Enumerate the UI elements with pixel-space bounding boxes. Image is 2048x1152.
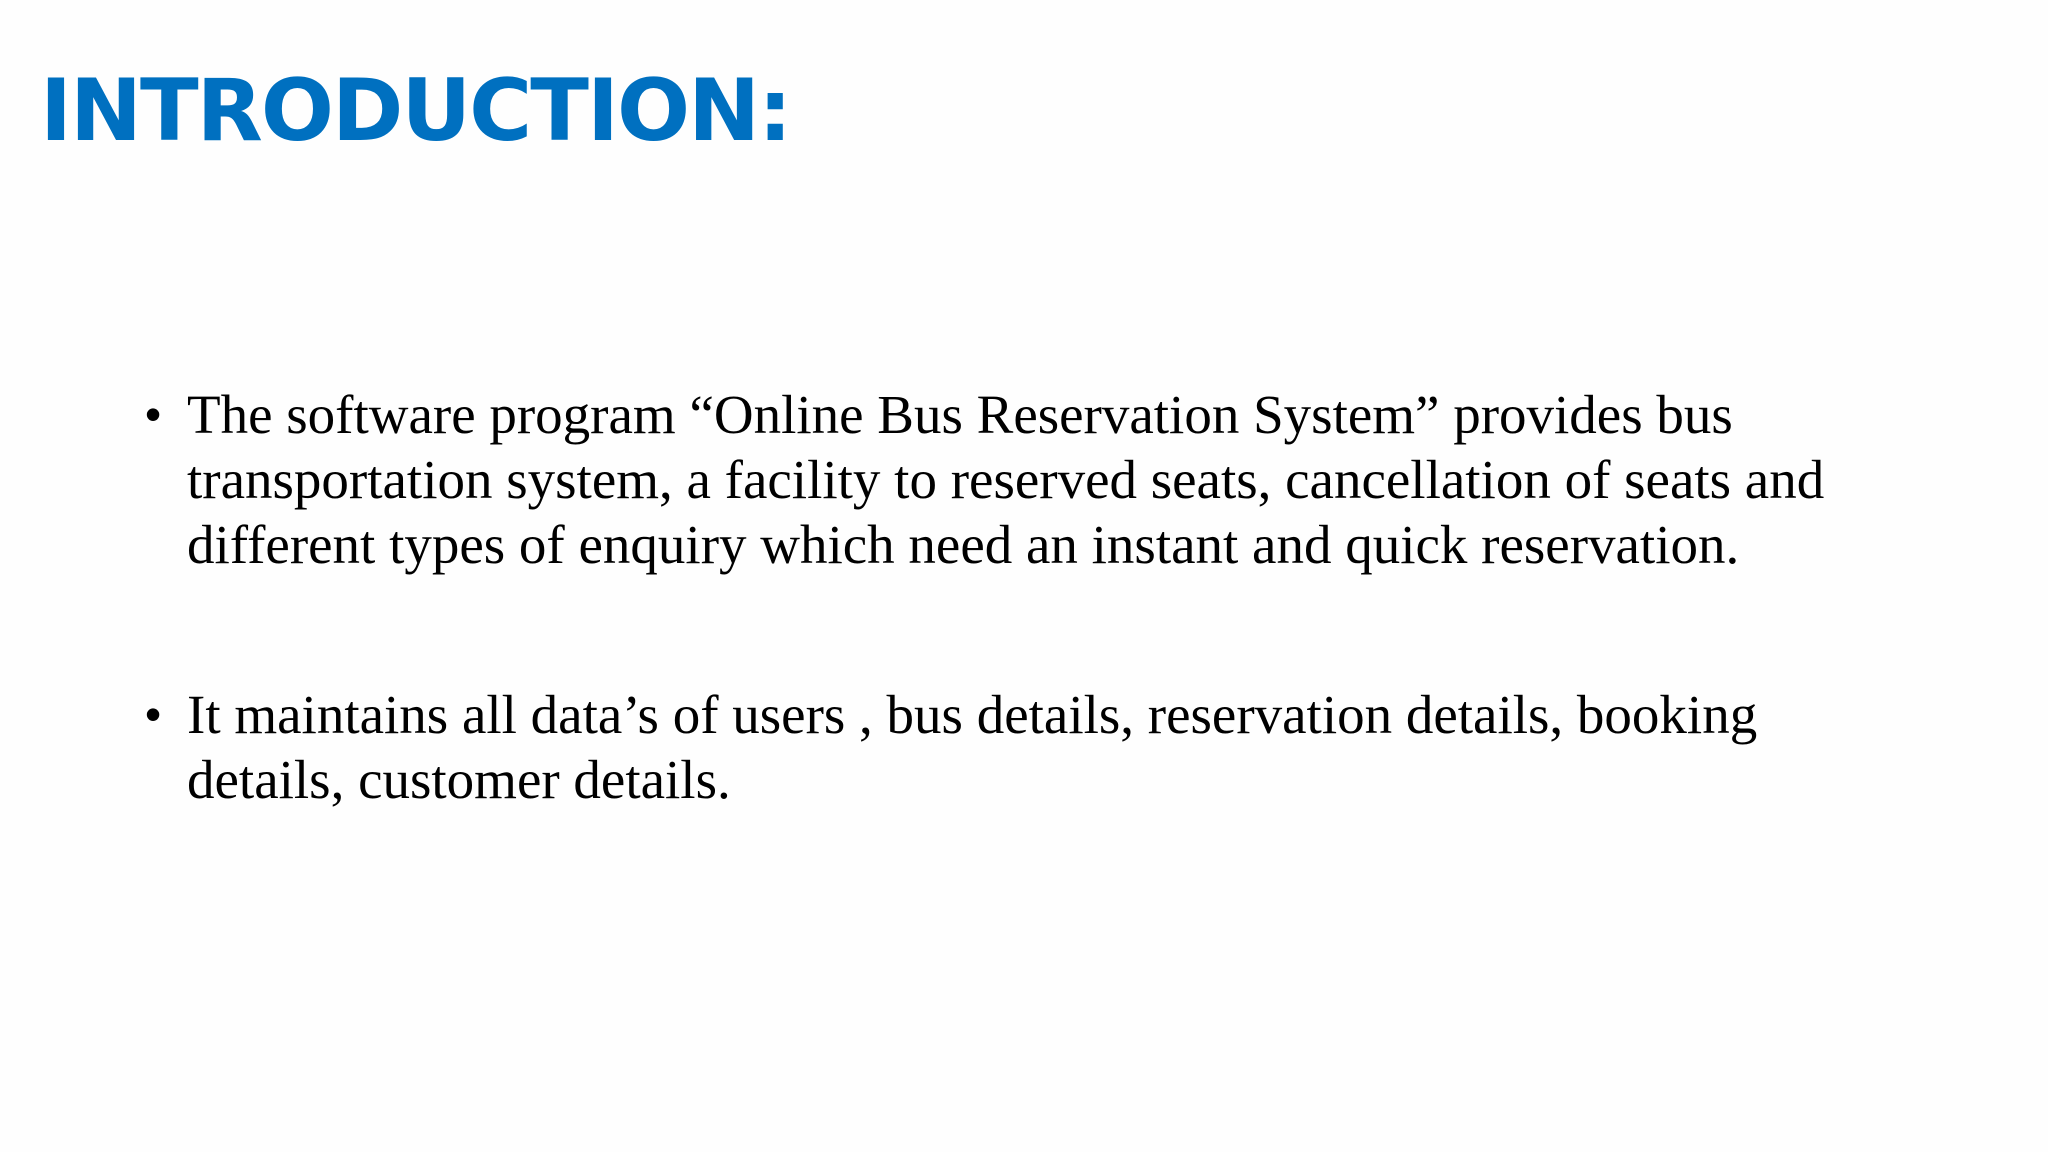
bullet-text: It maintains all data’s of users , bus details, reservation details, booking details, customer details. [187,684,1758,810]
slide-title: INTRODUCTION: [40,61,791,161]
bullet-text: The software program “Online Bus Reservation System” provides bus transportation system, a facility to reserved seats, cancellation of seats and different types of enquiry which need an instant and quick reservation. [187,384,1825,575]
bullet-point-icon: • [145,388,162,440]
bullet-item [145,382,1905,577]
bullet-list [145,382,1905,917]
bullet-item [145,682,1905,812]
bullet-point-icon: • [145,688,162,740]
